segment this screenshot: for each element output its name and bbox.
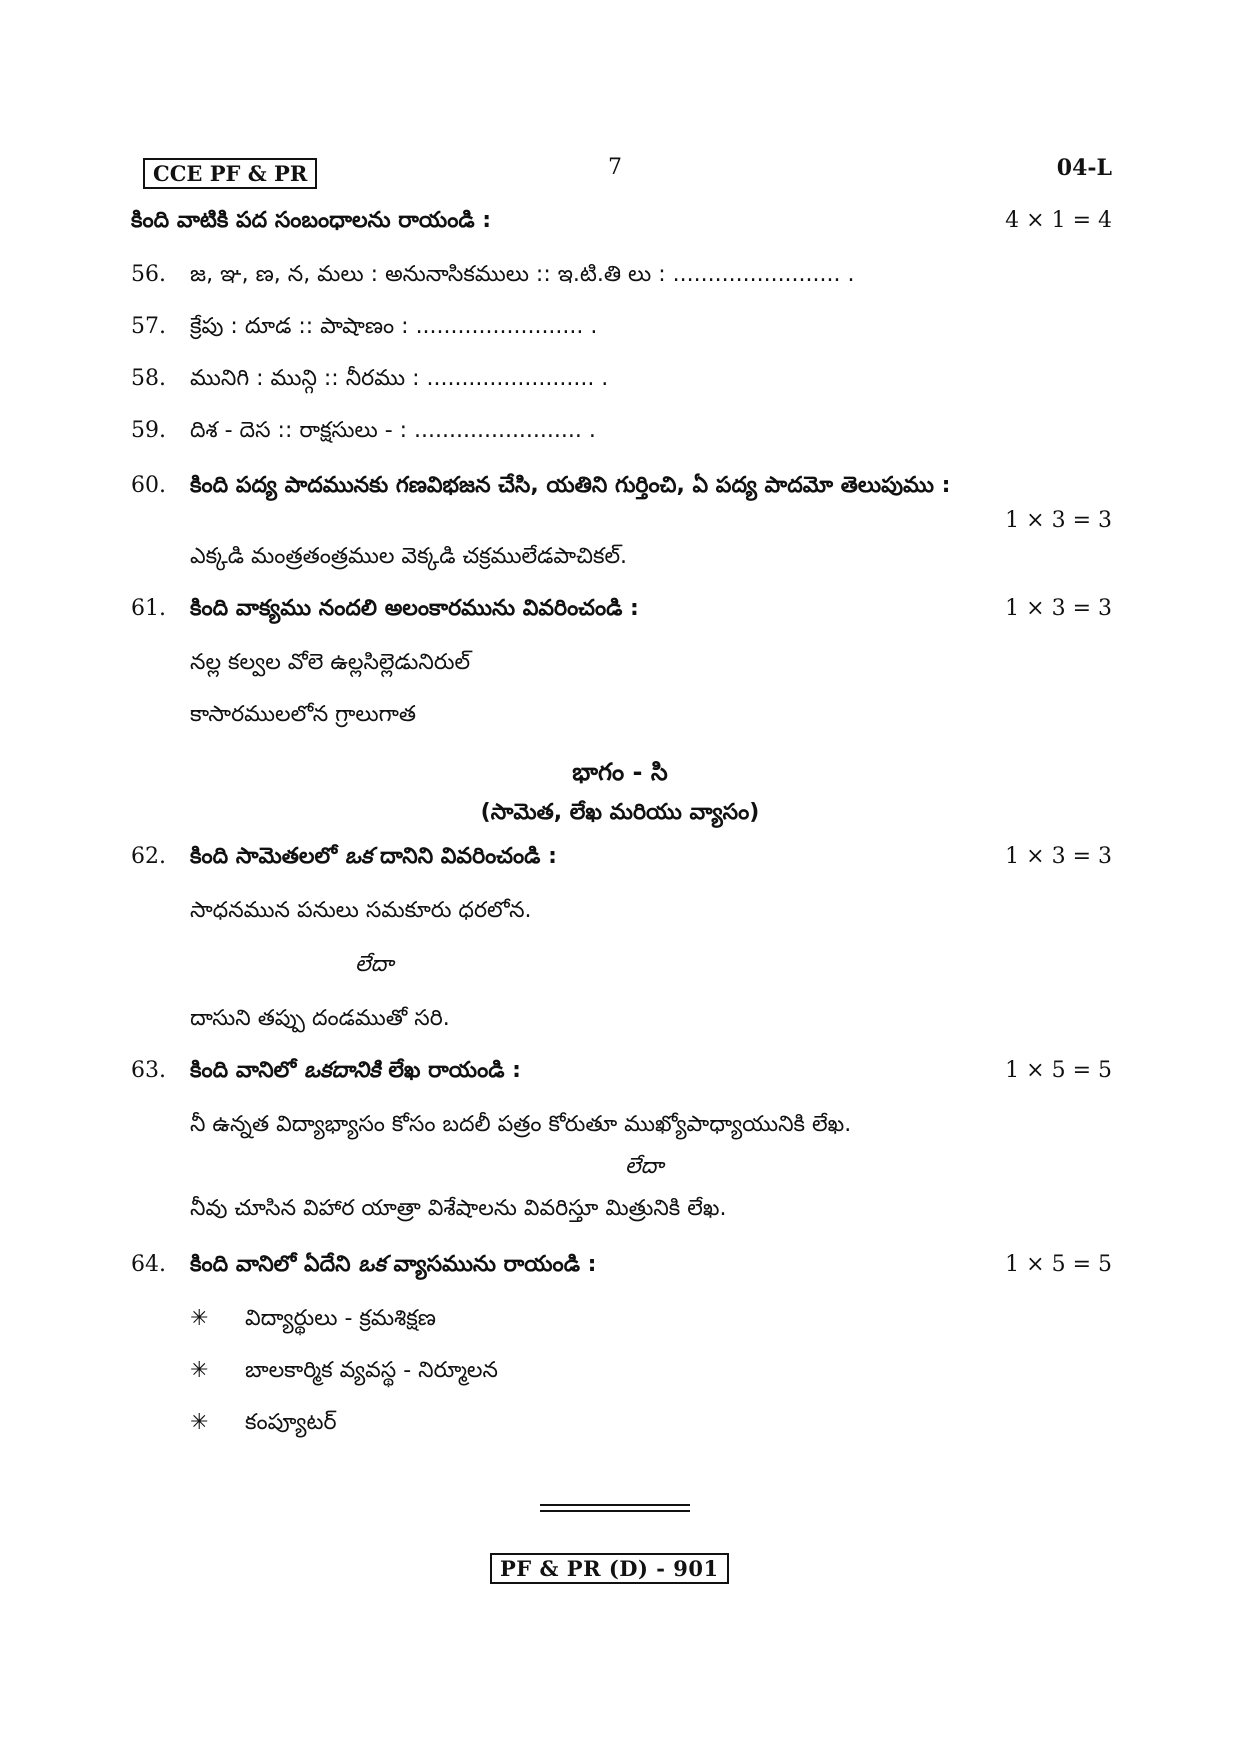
question-57-text: క్రేపు : దూడ :: పాషాణం : ........................ . <box>190 314 598 339</box>
question-63-emphasis: ఒకదానికి <box>303 1058 381 1083</box>
marks-q63: 1 × 5 = 5 <box>1005 1058 1112 1083</box>
asterisk-bullet-icon: ✳ <box>190 1306 209 1331</box>
or-label: లేదా <box>625 1154 664 1179</box>
question-64-text-c: వ్యాసమును రాయండి : <box>385 1252 597 1277</box>
subject-code: 04-L <box>1056 155 1112 181</box>
question-62-text <box>190 844 557 874</box>
question-number: 64. <box>131 1252 166 1277</box>
marks-q62: 1 × 3 = 3 <box>1005 844 1112 869</box>
question-64-text-a: కింది వానిలో ఏదేని <box>190 1252 359 1277</box>
section-c-title: భాగం - సి <box>572 758 668 786</box>
asterisk-bullet-icon: ✳ <box>190 1410 209 1435</box>
letter-option-2: నీవు చూసిన విహార యాత్రా విశేషాలను వివరిస్తూ మిత్రునికి లేఖ. <box>190 1196 727 1221</box>
paper-code-box: CCE PF & PR <box>143 158 317 189</box>
proverb-option-2: దాసుని తప్పు దండముతో సరి. <box>190 1006 450 1031</box>
question-63-text <box>190 1058 521 1088</box>
question-62-emphasis: ఒక <box>344 844 373 869</box>
question-number: 62. <box>131 844 166 869</box>
question-number: 60. <box>131 473 166 498</box>
footer-code-box: PF & PR (D) - 901 <box>490 1553 729 1584</box>
question-61-line-1: నల్ల కల్వల వోలె ఉల్లసిల్లెడునిరుల్ <box>190 650 471 675</box>
question-63-text-c: లేఖ రాయండి : <box>380 1058 521 1083</box>
question-60-verse: ఎక్కడి మంత్రతంత్రముల వెక్కడి చక్రములేడపాచికల్. <box>190 544 628 569</box>
essay-topic-1: విద్యార్థులు - క్రమశిక్షణ <box>245 1306 436 1331</box>
essay-topic-2: బాలకార్మిక వ్యవస్థ - నిర్మూలన <box>245 1358 498 1383</box>
question-number: 61. <box>131 596 166 621</box>
question-62-text-a: కింది సామెతలలో <box>190 844 345 869</box>
essay-topic-3: కంప్యూటర్ <box>245 1410 337 1435</box>
letter-option-1: నీ ఉన్నత విద్యాభ్యాసం కోసం బదలీ పత్రం కోరుతూ ముఖ్యోపాధ్యాయునికి లేఖ. <box>190 1112 852 1137</box>
question-61-line-2: కాసారములలోన గ్రాలుగాత <box>190 702 416 727</box>
proverb-option-1: సాధనమున పనులు సమకూరు ధరలోన. <box>190 898 532 923</box>
end-rule-bottom <box>540 1510 690 1512</box>
question-62-text-c: దానిని వివరించండి : <box>372 844 557 869</box>
question-64-emphasis: ఒక <box>358 1252 386 1277</box>
question-number: 56. <box>131 262 166 287</box>
marks-q61: 1 × 3 = 3 <box>1005 596 1112 621</box>
question-number: 58. <box>131 366 166 391</box>
end-rule-top <box>540 1504 690 1506</box>
page-number: 7 <box>608 155 622 180</box>
asterisk-bullet-icon: ✳ <box>190 1358 209 1383</box>
question-number: 63. <box>131 1058 166 1083</box>
marks-word-relations: 4 × 1 = 4 <box>1005 208 1112 233</box>
question-number: 57. <box>131 314 166 339</box>
question-number: 59. <box>131 418 166 443</box>
question-58-text: మునిగి : మున్గి :: నీరము : ........................ . <box>190 366 609 391</box>
question-56-text: జ, ఞ, ణ, న, మలు : అనునాసికములు :: ఇ.టి.తి లు : ........................ . <box>190 262 855 287</box>
question-61-text: కింది వాక్యము నందలి అలంకారమును వివరించండి : <box>190 596 639 621</box>
question-63-text-a: కింది వానిలో <box>190 1058 304 1083</box>
instruction-word-relations: కింది వాటికి పద సంబంధాలను రాయండి : <box>131 208 492 233</box>
or-label: లేదా <box>355 952 394 977</box>
question-64-text <box>190 1252 596 1282</box>
question-60-text: కింది పద్య పాదమునకు గణవిభజన చేసి, యతిని గుర్తించి, ఏ పద్య పాదమో తెలుపుము : <box>190 473 951 498</box>
marks-q64: 1 × 5 = 5 <box>1005 1252 1112 1277</box>
question-59-text: దిశ - దెస :: రాక్షసులు - : ........................ . <box>190 418 596 443</box>
marks-q60: 1 × 3 = 3 <box>1005 508 1112 533</box>
section-c-subtitle: (సామెత, లేఖ మరియు వ్యాసం) <box>480 800 760 825</box>
